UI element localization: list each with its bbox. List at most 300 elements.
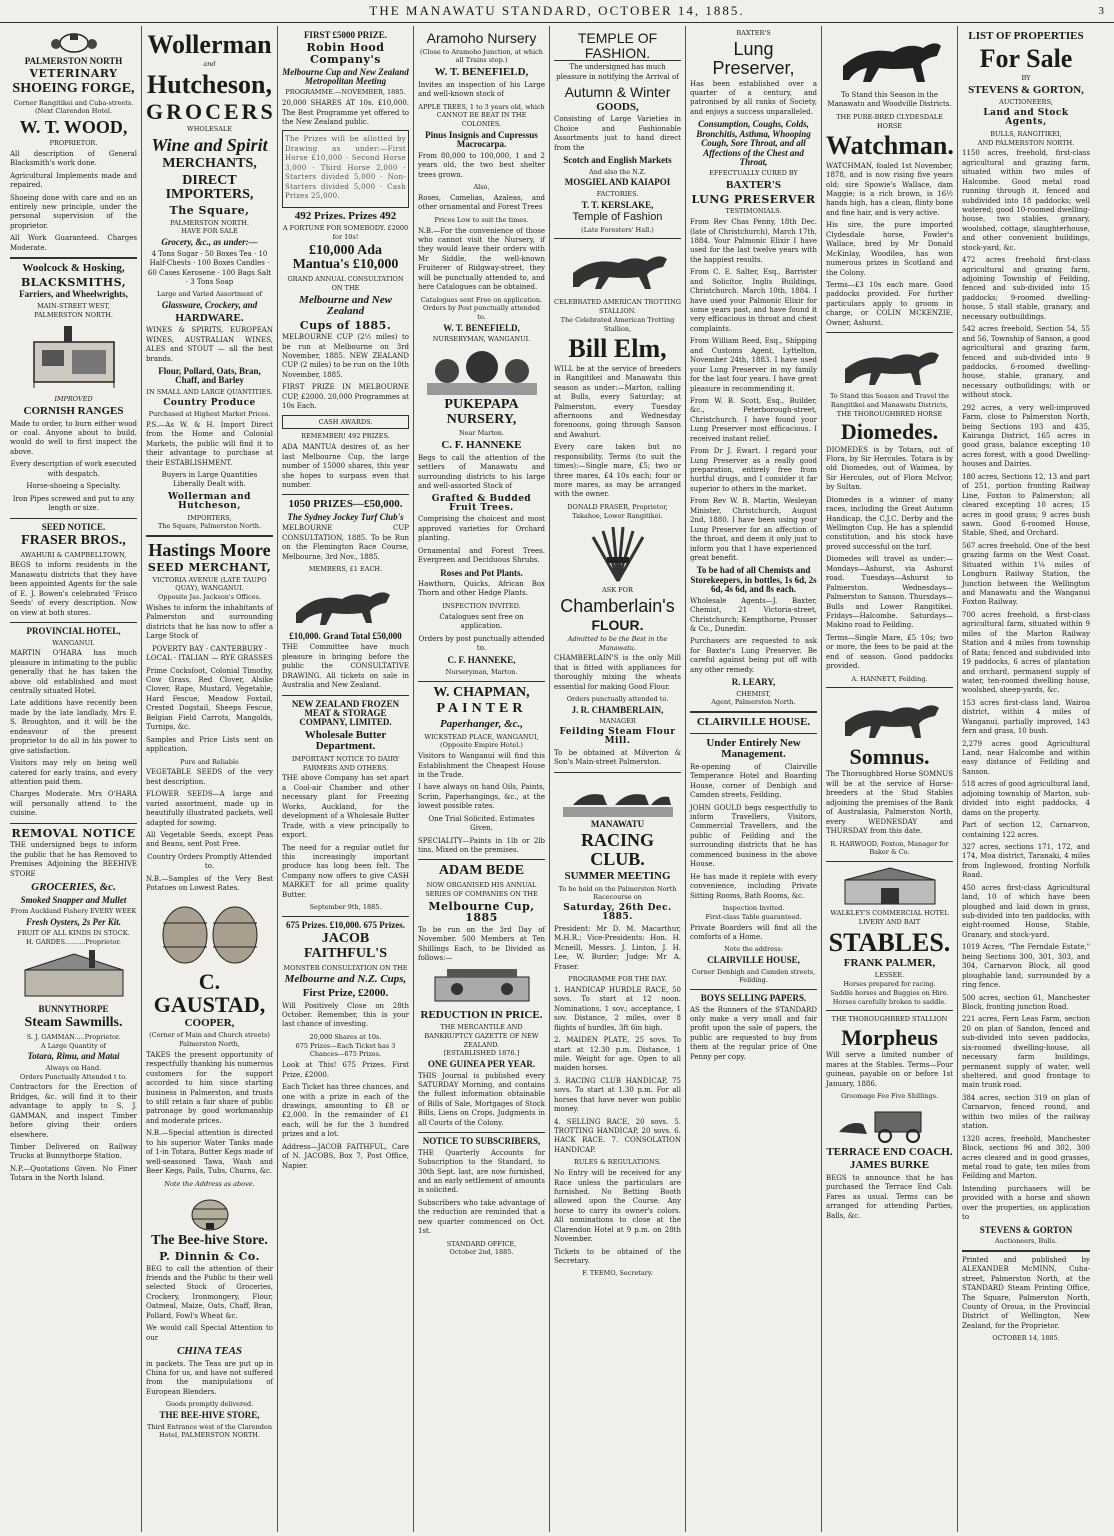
have-for-sale: HAVE FOR SALE (181, 227, 238, 236)
grocery-heading: Grocery, &c., as under:— (161, 237, 258, 248)
first-prize-line: FIRST £5000 PRIZE. (303, 30, 388, 40)
aramoho-heading: Aramoho Nursery (426, 30, 537, 46)
divider (282, 695, 409, 696)
race-3: 3. RACING CLUB HANDICAP, 75 sovs. To start at 1.30 p.m. For all horses that have never won public money. (554, 1076, 681, 1114)
seed-notice-heading: SEED NOTICE. (41, 521, 106, 532)
gaustad-heading: C. GAUSTAD, (153, 968, 266, 1017)
reduction-heading: REDUCTION IN PRICE. (420, 1008, 543, 1021)
divider (282, 916, 409, 917)
manawatu-label: MANAWATU (590, 818, 645, 829)
stables-line-2: Saddle horses and Buggies on Hire. (830, 988, 949, 997)
beehive-text-3: in packets. The Teas are put up in China for us, and have not suffered from the manipulations of European Blenders. (146, 1359, 273, 1396)
to-be-had-heading: To be had of all Chemists and Storekeepers, in bottles, 1s 6d, 2s 6d, 4s 6d, and 8s each. (690, 565, 817, 595)
aramoho-text-3: Roses, Camelias, Azaleas, and other ornamental and Forest Trees (418, 193, 545, 212)
saturday-heading: Saturday, 26th Dec. 1885. (563, 903, 672, 923)
mosgiel-heading: MOSGIEL AND KAIAPOI (564, 177, 671, 188)
watchman-text-2: His sire, the pure imported Clydesdale horse, Fowler's Wallace, bred by Mr Donald McKinlay, Woodilea, has won numerous prizes in Scotland and the Colony. (826, 221, 953, 277)
trotting-horse-illustration (563, 243, 673, 295)
country-orders-text: Country Orders Promptly Attended to. (147, 852, 272, 871)
walkley-label: WALKLEY'S COMMERCIAL HOTEL LIVERY AND BAIT (830, 909, 949, 926)
testimonial-6: From Rev W. B. Martin, Wesleyan Minister, Christchurch, August 2nd, 1880. I have been using your Lung Preserver for an affection of the throat, and deem it only just to inform you that I have experienced great benefit. (690, 497, 817, 562)
property-9: 2,279 acres good Agricultural Land, near Halcombe and within easy distance of Feilding and Sanson. (962, 739, 1090, 776)
aramoho-close: (Close to Aramoho Junction, at which all Trains stop.) (419, 47, 543, 65)
ask-for-label: ASK FOR (602, 586, 633, 595)
stables-line-1: Horses prepared for racing. (843, 980, 936, 989)
woolcock-heading: Woolcock & Hosking, (22, 262, 125, 275)
clydesdale-illustration (835, 32, 945, 88)
ranges-text-4: Iron Pipes screwed and put to any length or size. (12, 494, 135, 513)
proprietor-name: W. T. WOOD, (19, 117, 128, 138)
celebrated-label: CELEBRATED AMERICAN TROTTING STALLION. (554, 298, 681, 316)
barrel-illustration (155, 897, 265, 967)
standard-date: October 2nd, 1885. (449, 1248, 514, 1257)
testimonial-4: From W. B. Scott, Esq., Builder, &c., Peterborough-street, Christchurch. I have found your Lung Preserver most efficacious. I received instant relief. (690, 396, 817, 443)
tof-heading: Temple of Fashion (572, 211, 663, 224)
seed-text-2: Prime Cocksfoot, Colonial Timothy, Cow Grass, Red Clover, Alsike Clover, Rape, Mustard, Vegetable, Hard Fescue, Meadow Foxtail, Crested Dogstail, Sheeps Fescue, Belgian Field Carrots, Mangolds, Turnips, &c. (146, 666, 273, 732)
forge-address: Corner Rangitikei and Cuba-streets. (Next Clarendon Hotel. (13, 98, 134, 116)
frank-palmer-heading: FRANK PALMER, (843, 956, 936, 969)
divider (826, 1010, 953, 1011)
divider (282, 494, 409, 495)
roses-heading: Roses and Pot Plants. (440, 567, 523, 578)
melb-cup-heading: Melbourne Cup and New Zealand Metropolitan Meeting (282, 66, 409, 86)
veterinary-heading: VETERINARY (29, 67, 118, 81)
robin-hood-heading: Robin Hood Company's (306, 41, 385, 66)
prizes-1050-heading: 1050 PRIZES—£50,000. (288, 498, 403, 511)
divider (146, 535, 273, 537)
diomedes-heading: Diomedes. (840, 419, 939, 445)
ranges-text-3: Horse-shoeing a Specialty. (26, 482, 121, 491)
testimonial-2: From C. E. Salter, Esq., Barrister and Solicitor, Inglis Buildings, Christchurch. March 10th, 1884. I have used your Palmonic Elixir for some years past, and have found it very efficacious in throat and chest complaints. (690, 268, 817, 333)
divider (554, 238, 681, 239)
somnus-horse-illustration (835, 692, 945, 742)
first-prize-heading: First Prize, £2000. (302, 987, 389, 1000)
chapman-text-1: Visitors to Wanganui will find this Establishment the Cheapest House in the Trade. (418, 752, 545, 779)
groceries-heading: GROCERIES, &c. (31, 881, 116, 893)
beehive-text-1: BEG to call the attention of their friends and the Public to their well selected Stock of Groceries, Crockery, Ironmongery, Flour, Oatmeal, Maize, Oats, Chaff, Bran, Pollard, Fowl's Wheat &c. (146, 1264, 273, 1320)
hotel-text-1: MARTIN O'HARA has much pleasure in intimating to the public generally that he has taken the above old established and most centrally situated Hotel. (10, 649, 137, 696)
and-label: and (203, 60, 216, 69)
property-2: 472 acres freehold first-class agricultural and grazing farm, adjoining Township of Feilding, fenced and sub-divided into 15 paddocks; 9-roomed dwelling-house, 5 stall stable, granary, and necessary outbuildings. (962, 256, 1090, 321)
remember-line: REMEMBER! 492 PRIZES. (301, 432, 390, 441)
members-label: MEMBERS, £1 EACH. (308, 565, 383, 574)
goods-heading: GOODS, (596, 100, 639, 113)
property-13: 450 acres first-class Agricultural land, 10 of which have been ploughed and laid down in grass, sub-divided into ten paddocks, with eight-roomed House, Stable, Granary, and stock-yard. (962, 883, 1090, 939)
nm-label: Nurseryman, Marton. (445, 667, 518, 676)
cannot-beat: CANNOT BE BEAT IN THE COLONIES. (436, 111, 527, 129)
cornish-ranges-heading: CORNISH RANGES (23, 405, 124, 418)
property-12: 327 acres, sections 171, 172, and 174, Moa district, Taranaki, 4 miles from Inglewood, fronting Norfolk Road. (962, 842, 1090, 880)
masthead (0, 0, 1114, 23)
for-sale-heading: For Sale (979, 43, 1073, 73)
shares-line: 20,000 Shares at 10s. (309, 1032, 382, 1041)
diomedes-text-4: Terms—Single Mare, £5 10s; two or more, the fees to be paid at the end of season. Good paddocks provided. (826, 633, 953, 671)
pure-reliable: Pure and Reliable (180, 757, 239, 766)
auctioneers-label: AUCTIONEERS, (999, 98, 1053, 107)
opposite-label: Opposite Jas. Jackson's Offices. (157, 593, 262, 602)
fruit-line: FRUIT OF ALL KINDS IN STOCK. (17, 929, 130, 938)
divider (690, 989, 817, 990)
chamberlain-text-1: CHAMBERLAIN'S is the only Mill that is fitted with appliances for thoroughly mixing the wheats essential for making Good Flour. (554, 654, 681, 691)
hotel-text-3: Visitors may rely on being well catered for early trains, and every attention paid them. (10, 759, 137, 786)
cash-awards-table (282, 415, 409, 430)
gamman-line: S. J. GAMMAN.....Proprietor. (26, 1032, 121, 1041)
property-4: 292 acres, a very well-improved Farm, close to Palmerston North, being Sections 193 and 435, Kairanga District, 165 acres in good grass, balance excepting 10 acres forest, with a good Dwelling-houses and Dairies. (962, 403, 1090, 469)
nz-label: And also the N.Z. (589, 167, 646, 176)
cups-text-1: MELBOURNE CUP (2½ miles) to be run at Melbourne on 3rd November, 1885. NEW ZEALAND CUP (2 miles) to be run on the 10th November, 1885. (282, 333, 409, 379)
leary-heading: R. LEARY, (731, 677, 776, 688)
aramoho-text-4: N.B.—For the convenience of those who cannot visit the Nursery, if they would leave their orders with Mr Siddle, the well-known Fruiterer of Ridgway-street, they will be punctually attended to, and here Catalogues can be obtained. (418, 226, 545, 292)
diomedes-text-3: Diomedes will travel as under:—Mondays—Ashurst, via Ashurst road. Tuesdays—Ashurst to Palmerston. Wednesdays—Palmerston to Sanson. Thursdays—Bulls and Lower Rangitikei. Fridays—Halcombe. Saturdays—Makino road to Feilding. (826, 555, 953, 630)
property-18: 1320 acres, freehold, Manchester Block, sections 96 and 302, 300 acres cleared and in good grasses, metal road to gate, ten miles from Feilding and Marton. (962, 1134, 1090, 1181)
race-1: 1. HANDICAP HURDLE RACE, 50 sovs. To start at 12 noon. Nominations, 1 sov.; acceptance, 1 sov. Distance, 2 miles, over 8 flights of hurdles, 3ft 6in high. (554, 985, 681, 1032)
hotel-text-4: Charges Moderate. Mrs O'HARA will personally attend to the cuisine. (10, 790, 137, 818)
sydney-text: MELBOURNE CUP CONSULTATION, 1885. To be Run on the Flemington Race Course, Melbourne, 3rd Nov., 1885. (282, 524, 409, 561)
gazette-text: THIS Journal is published every SATURDAY Morning, and contains the fullest information obtainable of Bills of Sale, Mortgages of Stock Bills, Liens on Crops, Judgments in all Courts of the Colony. (418, 1071, 545, 1127)
divider (826, 687, 953, 688)
hanneke-heading: C. F. HANNEKE (441, 439, 522, 452)
kerslake-heading: T. T. KERSLAKE, (581, 199, 654, 210)
programme-label: PROGRAMME.—NOVEMBER, 1885. (285, 88, 406, 97)
baxters-label: BAXTER'S (736, 29, 771, 37)
clairville-text-1: Re-opening of Clairville Temperance Hotel and Boarding House, corner of Denbigh and Camden streets, Feilding. (690, 762, 817, 800)
column-7 (822, 26, 958, 1532)
morpheus-heading: Morpheus (841, 1025, 938, 1051)
column-3 (278, 26, 414, 1532)
boys-text: AS the Runners of the STANDARD only make a very small and fair profit upon the sale of papers, the public are requested to buy from them at the regular price of One Penny per copy. (690, 1005, 817, 1061)
direct-importers-heading: DIRECT IMPORTERS, (165, 172, 254, 203)
divider (826, 861, 953, 862)
press-illustration (427, 967, 537, 1007)
chamberlain-heading: Chamberlain's (560, 596, 675, 617)
royal-crest-icon (44, 32, 104, 54)
bill-elm-text-1: WILL be at the service of breeders in Rangitikei and Manawatu this season as under:—Marton, calling at Bulls, every Saturday; at Palmerston, every Tuesday afternoons and Wednesday forenoons, going through Sanson and Awahuri. (554, 364, 681, 439)
testimonial-3: From William Reed, Esq., Shipping and Customs Agent, Lyttelton, November 24th, 1883. I have used your Lung Preserver in my family for the last four years. I have great pleasure in recommending it. (690, 337, 817, 393)
chamberlain-text-2: To be obtained at Milverton & Son's Main-street Palmerston. (554, 748, 681, 767)
hotel-text-2: Late additions have recently been made by the late landlady, Mrs E. S. Broughton, and it will be the endeavour of the present proprietor to do all in his power to give satisfaction. (10, 699, 137, 755)
seed-merchant-heading: SEED MERCHANT, (147, 561, 272, 575)
property-1: 1150 acres, freehold, first-class agricultural and grazing farm, situated within two miles of Halcombe. Good metal road running through it, fenced and subdivided into 18 paddocks; well watered; good 10-roomed dwelling-house, two stables, granary, woolshed, cottage, slaughterhouse, and other convenient buildings, stock-yard, &c. (962, 149, 1090, 252)
wines-text: WINES & SPIRITS, EUROPEAN WINES, AUSTRALIAN WINES, ALES and STOUT — all the best brands. (146, 326, 273, 363)
prices-low: Prices Low to suit the times. (434, 215, 529, 224)
forge-text-1: All description of General Blacksmith's work done. (10, 149, 137, 168)
pukepapa-text-6: Orders by post punctually attended to. (418, 634, 545, 652)
grocers-heading: GROCERS (146, 99, 276, 125)
pukepapa-text-1: Begs to call the attention of the settlers of Manawatu and surrounding districts to his large and well-assorted Stock of (418, 453, 545, 491)
prizes-675-heading: 675 Prizes. £10,000. 675 Prizes. (286, 919, 405, 930)
divider (10, 823, 137, 824)
pukepapa-text-2: Comprising the choicest and most approved varieties for Orchard planting. (418, 515, 545, 543)
jacob-text-3: Each Ticket has three chances, and one with a prize in each of the drawings, amounting to £8 or £2,000. In the remainder of £1 each, will be for the 3 hundred prizes and a lot. (282, 1083, 409, 1139)
quantities-label: IN SMALL AND LARGE QUANTITIES. (146, 387, 273, 396)
chapman-heading: W. CHAPMAN, (433, 684, 530, 700)
imprint-date: OCTOBER 14, 1885. (992, 1334, 1060, 1343)
celebrated-sub: The Celebrated American Trotting Stallion, (560, 315, 675, 333)
wollerman-heading: Wollerman (147, 30, 272, 59)
property-10: 518 acres of good agricultural land, adjoining township of Marton, sub-divided into eight paddocks, 4 dams on the property. (962, 780, 1090, 817)
testimonial-5: From Dr J. Ewart. I regard your Lung Preserver as a really good preparation, entirely free from hurtful drugs, and I consider it far superior to others in the market. (690, 447, 817, 493)
robin-text: 20,000 SHARES AT 10s. £10,000. The Best Programme yet offered to the New Zealand public. (282, 99, 409, 127)
new-management-heading: Under Entirely New Management. (706, 736, 801, 761)
burke-heading: JAMES BURKE (849, 1159, 930, 1172)
foresters-label: (Late Foresters' Hall.) (581, 225, 654, 234)
divider (10, 518, 137, 519)
racecourse-line: To be held on the Palmerston North Racecourse on (558, 884, 677, 902)
jacob-text-2: Look at This! 675 Prizes. First Prize, £2000. (282, 1061, 409, 1079)
grand-annual: GRAND ANNUAL CONSULTATION ON THE (287, 275, 404, 292)
temple-text-2: Consisting of Large Varieties in Choice and Fashionable Assortments just to hand direct from the (554, 115, 681, 152)
stallion-label: THE THOROUGHBRED STALLION (831, 1015, 948, 1024)
cooper-text-2: N.B.—Special attention is directed to his superior Water Tanks made of 1-in Totara, Butter Kegs made of well-seasoned Tawa, Wash and Beer Kegs, Pails, Tubs, Churns, &c. (146, 1129, 273, 1176)
divider (418, 859, 545, 860)
guinea-heading: ONE GUINEA PER YEAR. (427, 1059, 536, 1070)
jacob-text-1: Will Positively Close on 28th October. Remember, this is your last chance of investing. (282, 1001, 409, 1029)
chapman-address: WICKSTEAD PLACE, WANGANUI, (Opposite Empire Hotel.) (424, 732, 539, 750)
nurseryman-label: NURSERYMAN, WANGANUI. (432, 335, 531, 344)
assortment-label: Large and Varied Assortment of (156, 290, 263, 299)
prizes-492-heading: 492 Prizes. Prizes 492 (294, 209, 397, 222)
flour-heading: FLOUR. (591, 617, 644, 634)
chemist-label: CHEMIST, (736, 689, 771, 698)
painter-heading: PAINTER (436, 701, 527, 717)
wanganui-label: WANGANUI. (52, 638, 95, 647)
factories-label: FACTORIES. (596, 189, 639, 198)
chapman-text-4: SPECIALITY—Paints in 1lb or 2lb tins, Mixed on the premises. (418, 836, 545, 855)
seed-text-1: Wishes to inform the inhabitants of Palmerston and surrounding districts that he has now to offer a Large Stock of (146, 603, 273, 641)
property-3: 542 acres freehold, Section 54, 55 and 56, Township of Sanson, a good agricultural and grazing farm, fenced and sub-divided into 9 paddocks, 6-roomed dwelling-house, stable, granary, and necessary outbuildings; with or without stock. (962, 325, 1090, 400)
race-2: 2. MAIDEN PLATE, 25 sovs. To start at 12.30 p.m. Distance, 1 mile. Weight for age. Open to all maiden horses. (554, 1036, 681, 1073)
cooper-heading: COOPER, (184, 1016, 235, 1029)
cfh-signature: C. F. HANNEKE, (447, 655, 516, 666)
goods-delivered: Goods promptly delivered. (165, 1400, 254, 1409)
ada-mantua-heading: £10,000 Ada Mantua's £10,000 (292, 242, 399, 273)
farriers-heading: Farriers, and Wheelwrights, (19, 289, 128, 300)
hardware-heading: HARDWARE. (175, 311, 244, 324)
address-note: Note the Address as above. (164, 1179, 255, 1188)
land-stock-heading: Land and Stock Agents, (983, 107, 1069, 128)
masthead-title: THE MANAWATU STANDARD, OCTOBER 14, 1885. (369, 3, 745, 18)
property-7: 700 acres freehold, a first-class agricultural farm, situated within 9 miles of the Marton Railway Station and 4 miles from township of Rata; fenced and subdivided into 19 paddocks, 6 acres of plantation and orchard, permanent supply of water, ten-roomed dwelling house, woolshed, sheep-yards, &c. (962, 610, 1090, 695)
orders-line: Orders by Post punctually attended to. (423, 304, 540, 322)
boys-heading: BOYS SELLING PAPERS. (700, 993, 807, 1004)
auctioneers-bulls: Auctioneers, Bulls. (994, 1237, 1058, 1246)
property-17: 384 acres, section 319 on plan of Carnarvon, fenced round, and within two miles of the railway station. (962, 1093, 1090, 1131)
column-2 (142, 26, 278, 1532)
removal-text: THE undersigned begs to inform the public that he has Removed to Premises Adjoining the BEEHIVE STORE (10, 841, 137, 878)
established-label: [ESTABLISHED 1876.] (443, 1049, 520, 1058)
pukepapa-text-3: Ornamental and Forest Trees. Evergreen and Deciduous Shrubs. (418, 546, 545, 565)
baxters-heading: BAXTER'S (725, 179, 782, 192)
property-16: 221 acres, Fern Leas Farm, section 20 on plan of Sandon, fenced and sub-divided into seven paddocks, six-roomed dwelling-house, all necessary farm buildings, permanent supply of water, well sheltered, and good frontage to main trunk road. (962, 1015, 1090, 1090)
potatoes-text: N.B.—Samples of the Very Best Potatoes on Lowest Rates. (146, 874, 273, 893)
ranges-text-1: Made to order, to burn either wood or coal. Anyone about to build, would do well to first inspect the above. (10, 419, 137, 456)
divider (690, 733, 817, 734)
programme-day: PROGRAMME FOR THE DAY. (568, 975, 667, 984)
forge-text-4: All Work Guaranteed. Charges Moderate. (10, 234, 137, 252)
hastings-heading: Hastings Moore (148, 540, 271, 561)
improved-label: IMPROVED (54, 395, 93, 404)
testimonial-1: From Rev Chas Penny, 18th Dec. (late of Christchurch), March 17th, 1884. Your Palmonic Elixir I have used for the last twelve years with the happiest results. (690, 218, 817, 264)
harwood-line: R. HARWOOD, Foxton, Manager for Baker & Co. (830, 839, 949, 857)
purchased-label: Purchased at Highest Market Prices. (148, 410, 271, 419)
clydesdale-label: THE PURE-BRED CLYDESDALE HORSE (836, 112, 943, 130)
melb-cup-1885-heading: Melbourne Cup, 1885 (428, 899, 535, 925)
cooper-text-1: TAKES the present opportunity of respectfully thanking his numerous customers for the support accorded to him since starting business in Palmerston, and trusts to still retain a fair share of public patronage by good workmanship and moderate prices. (146, 1050, 273, 1125)
adam-text: To be run on the 3rd Day of November. 500 Members at Ten Shillings Each, to be Divided as follows:— (418, 925, 545, 963)
coach-illustration (835, 1104, 945, 1144)
lung-text-1: Has been established over a quarter of a century, and patronised by all ranks of Society, and enjoys a success unparalleled. (690, 79, 817, 116)
also-label: Also, (473, 183, 490, 192)
stables-heading: STABLES. (828, 927, 951, 957)
beehive-icon (180, 1191, 240, 1231)
nursery-illustration (427, 347, 537, 395)
pukepapa-text-4: Hawthorn, Quicks, African Box Thorn and other Hedge Plants. (418, 580, 545, 598)
ps-text: P.S.—As W. & H. Import Direct from the Home and Colonial Markets, the public will find it to their advantage to purchase at their ESTABLISHMENT. (146, 420, 273, 467)
column-1 (6, 26, 142, 1532)
square-heading: The Square, (169, 204, 250, 218)
admitted-line: Admitted to be the Best in the Manawatu. (567, 634, 668, 652)
fraser-location: AWAHURI & CAMPBELLTOWN, (20, 550, 127, 559)
beehive-heading: The Bee-hive Store. (151, 1233, 268, 1249)
veg-seeds-text: VEGETABLE SEEDS of the very best description. (146, 768, 273, 786)
fortune-line: A FORTUNE FOR SOMEBODY. £2000 for 10s! (282, 224, 409, 241)
lung-preserver-heading: Lung Preserver, (712, 38, 795, 78)
page-number: 3 (1098, 5, 1106, 17)
sawmills-heading: Steam Sawmills. (24, 1015, 123, 1031)
groomage-line: Groomage Fee Five Shillings. (840, 1092, 939, 1101)
forge-text-3: Shoeing done with care and on an entirely new principle, under the personal supervision of the proprietor. (10, 193, 137, 230)
divider (826, 332, 953, 333)
cups-text-2: FIRST PRIZE IN MELBOURNE CUP, £2000. 20,000 Programmes at 10s Each. (282, 383, 409, 411)
cooper-address: (Corner of Main and Church streets) Palmerston North, (149, 1031, 270, 1049)
property-8: 153 acres first-class land, Wairoa district, within 4 miles of Wanganui, partially improved, 143 fern and grass, 10 bush. (962, 698, 1090, 736)
chances-line: 675 Prizes—Each Ticket has 3 Chances—675 Prizes. (295, 1041, 396, 1059)
column-4 (414, 26, 550, 1532)
jacob-address: Address—JACOB FAITHFUL, Care of N. JACOBS, Box 7, Post Office, Napier. (282, 1142, 409, 1170)
property-6: 567 acres freehold. One of the best grazing farms on the West Coast. Situated within 1¼ miles of Longburn Railway Station, the Junction between the Wellington and Manawatu and the Wanganui Foxton Railway. (962, 541, 1090, 607)
racehorse-illustration (286, 577, 406, 629)
chapman-text-2: I have always on hand Oils, Paints, Scrim, Paperhangings, &c., at the lowest possible rates. (418, 783, 545, 811)
secretary-line: F. TEEMO, Secretary. (582, 1269, 653, 1278)
jr-chamberlain: J. R. CHAMBERLAIN, (571, 704, 664, 715)
testimonials-label: TESTIMONIALS. (725, 207, 782, 216)
agent-label: Agent, Palmerston North. (711, 698, 796, 707)
thoroughbred-label: THE THOROUGHBRED HORSE (836, 409, 943, 418)
lung-preserver-gothic: LUNG PRESERVER (691, 192, 816, 206)
autumn-heading: Autumn & Winter (564, 84, 671, 101)
clairville-house-footer: CLAIRVILLE HOUSE, (707, 955, 800, 966)
table-rows: The Prizes will be allotted by Drawing as under:—First Horse £10,000 · Second Horse 3,000 · Third Horse 2,000 · Starters divided 5,000 · Non-Starters divided 5,000 · Cash Prizes 25,000. (285, 135, 406, 201)
rules-heading: RULES & REGULATIONS. (574, 1158, 661, 1167)
china-teas-heading: CHINA TEAS (176, 1345, 243, 1358)
subscribers-text-2: Subscribers who take advantage of the reduction are reminded that a new quarter commenced on Oct. 1st. (418, 1198, 545, 1236)
subscribers-text-1: THE Quarterly Accounts for Subscription to the Standard, to 30th Sept. last, are now furnished, and an early settlement of amounts is solicited. (418, 1148, 545, 1195)
adam-sub: NOW ORGANISED HIS ANNUAL SERIES OF COMPANIES ON THE (425, 881, 538, 898)
beehive-store-footer: THE BEE-HIVE STORE, (159, 1410, 260, 1421)
victoria-address: VICTORIA AVENUE (LATE TAUPO QUAY), WANGANUI. (152, 575, 267, 593)
diomedes-text-1: DIOMEDES is by Totara, out of Flora, by Sir Hercules. Totara is by old Diomedes, out of Waimea, by Sir Hercules, out of Flora McIvor, by Sultan. (826, 445, 953, 492)
beehive-text-2: We would call Special Attention to our (146, 1324, 273, 1342)
wholesale-agents: Wholesale Agents—J. Baxter, Chemist, 21 Victoria-street, Christchurch; Kempthorne, Prosser & Co., Dunedin. (690, 596, 817, 634)
fraser-text: BEGS to inform residents in the Manawatu districts that they have been appointed Agents for the sale of E. J. Bowen's celebrated 'Frisco Seeds' of every description. Now on view at both stores. (10, 561, 137, 617)
property-5: 180 acres, Sections 12, 13 and part of 251, portion fronting Railway Line, Foxton to Palmerston; all cleared excepting 10 acres; 15 acres in good grass; 9 acres bush sawn. Good 6-roomed House, Stable, Shed, and Orchard. (962, 472, 1090, 538)
oysters-heading: Fresh Oysters, 2s Per Kit. (25, 916, 121, 927)
intending-purchasers: Intending purchasers will be provided with a horse and shown over the properties, on application to (962, 1184, 1090, 1222)
feilding-mill-heading: Feilding Steam Flour Mill. (559, 727, 676, 747)
divider (690, 711, 817, 713)
seed-text-3: Samples and Price Lists sent on application. (146, 735, 273, 754)
purchasers-text: Purchasers are requested to ask for Baxter's Lung Preserver. Be careful against being put off with any other remedy. (690, 637, 817, 674)
properties-heading: LIST OF PROPERTIES (968, 30, 1084, 42)
square-address: The Square, Palmerston North. (157, 522, 262, 531)
property-11: Part of section 12, Carnarvon, containing 122 acres. (962, 821, 1090, 839)
flower-seeds-text: FLOWER SEEDS—A large and varied assortment, made up in beautifully illustrated packets, well adapted for sowing. (146, 790, 273, 827)
watchman-text-1: WATCHMAN, foaled 1st November, 1878, and is now rising five years old; sire Spowie's Wallace, dam Maggie; is a rich brown, is 16½ hands high, has a clean, flinty bone and fine hair, and is very active. (826, 161, 953, 217)
diomedes-text-2: Diomedes is a winner of many races, including the Great Autumn Handicap, the C.J.C. Derby and the Wellington Cup. He has a splendid constitution, and his stock have proved successful on the turf. (826, 495, 953, 551)
orders-line: Orders Punctually Attended t to. (19, 1072, 128, 1081)
catalogues-line: Catalogues sent Free on application. (420, 295, 543, 304)
cornish-range-illustration (24, 322, 124, 392)
proprietor-label: PROPRIETOR. (49, 139, 98, 148)
adam-bede-heading: ADAM BEDE (438, 863, 525, 879)
ada-text: ADA MANTUA desires of, as her last Melbourne Cup, the large number of 15000 shares, this year she hopes to surpass even that number. (282, 443, 409, 489)
cups-heading: Cups of 1885. (299, 318, 392, 332)
provincial-hotel-heading: PROVINCIAL HOTEL, (26, 626, 121, 637)
monster-label: MONSTER CONSULTATION ON THE (283, 963, 408, 972)
standard-office: STANDARD OFFICE, (446, 1239, 517, 1248)
subscribers-heading: NOTICE TO SUBSCRIBERS, (422, 1136, 541, 1147)
ranges-text-2: Every description of work executed with despatch. (10, 460, 137, 478)
stables-illustration (835, 866, 945, 906)
ryegrass-list: POVERTY BAY · CANTERBURY · LOCAL · ITALIAN — RYE GRASSES (146, 644, 273, 663)
forge-text-2: Agricultural Implements made and repaired. (10, 171, 137, 190)
watchman-intro: To Stand this Season in the Manawatu and Woodville Districts. (827, 91, 952, 109)
divider (418, 1132, 545, 1133)
timber-intro: A Large Quantity of (40, 1041, 107, 1050)
sydney-heading: The Sydney Jockey Turf Club's (287, 511, 404, 522)
racing-officers: President: Mr D. M. Macarthur, M.H.R.; Vice-Presidents: Hon. H. Mcneill, Messrs. J. Linton, J. H. Lee, W. Burder; Judge: Mr A. Fraser. (554, 924, 681, 971)
gardes-line: H. GARDES..........Proprietor. (26, 937, 121, 946)
newspaper-columns (6, 26, 1108, 1532)
fishery-line: From Auckland Fishery EVERY WEEK (10, 906, 137, 915)
blacksmiths-heading: BLACKSMITHS, (20, 275, 127, 289)
grafted-heading: Grafted & Budded Fruit Trees. (431, 493, 532, 513)
dairy-notice: IMPORTANT NOTICE TO DAIRY FARMERS AND OTHERS. (291, 754, 400, 772)
bill-elm-text-2: Every care taken but no responsibility. Terms (to suit the times):—Single mare, £5; two or three mares, £4 10s each; four or more mares, as may be arranged with the owner. (554, 443, 681, 499)
sg-footer: STEVENS & GORTON (979, 1224, 1073, 1235)
divider (962, 1250, 1090, 1252)
somnus-heading: Somnus. (849, 744, 930, 770)
beehive-address: Third Entrance west of the Clarendon Hotel, PALMERSTON NORTH. (146, 1422, 273, 1440)
by-label: BY (1021, 73, 1031, 82)
watchman-heading: Watchman. (826, 131, 954, 161)
wheatsheaf-illustration (563, 523, 673, 583)
inspection-line: INSPECTION INVITED. (442, 601, 521, 610)
near-marton: Near Marton. (459, 429, 504, 438)
dinnin-heading: P. Dinnin & Co. (159, 1249, 260, 1263)
benefield-heading: W. T. BENEFIELD, (434, 66, 529, 79)
country-produce-heading: Country Produce (163, 397, 256, 408)
column-6 (686, 26, 822, 1532)
buyers-text: Buyers in Large Quantities Liberally Dealt with. (161, 470, 258, 489)
manager-label: MANAGER (599, 717, 636, 726)
committee-text: THE Committee have much pleasure in bringing before the public the CONSULTATIVE DRAWING. All tickets on sale in Australia and New Zealand. (282, 643, 409, 690)
paperhanger-heading: Paperhanger, &c., (439, 718, 524, 730)
robin-prize-table (282, 130, 409, 207)
bill-elm-heading: Bill Elm, (568, 334, 667, 364)
clairville-text-3: He has made it replete with every convenience, including Private Sitting Rooms, Bath Rooms, &c. (690, 872, 817, 900)
morpheus-text: Will serve a limited number of mares at the Stables. Terms—Four guineas, payable on or before 1st January, 1886. (826, 1051, 953, 1088)
